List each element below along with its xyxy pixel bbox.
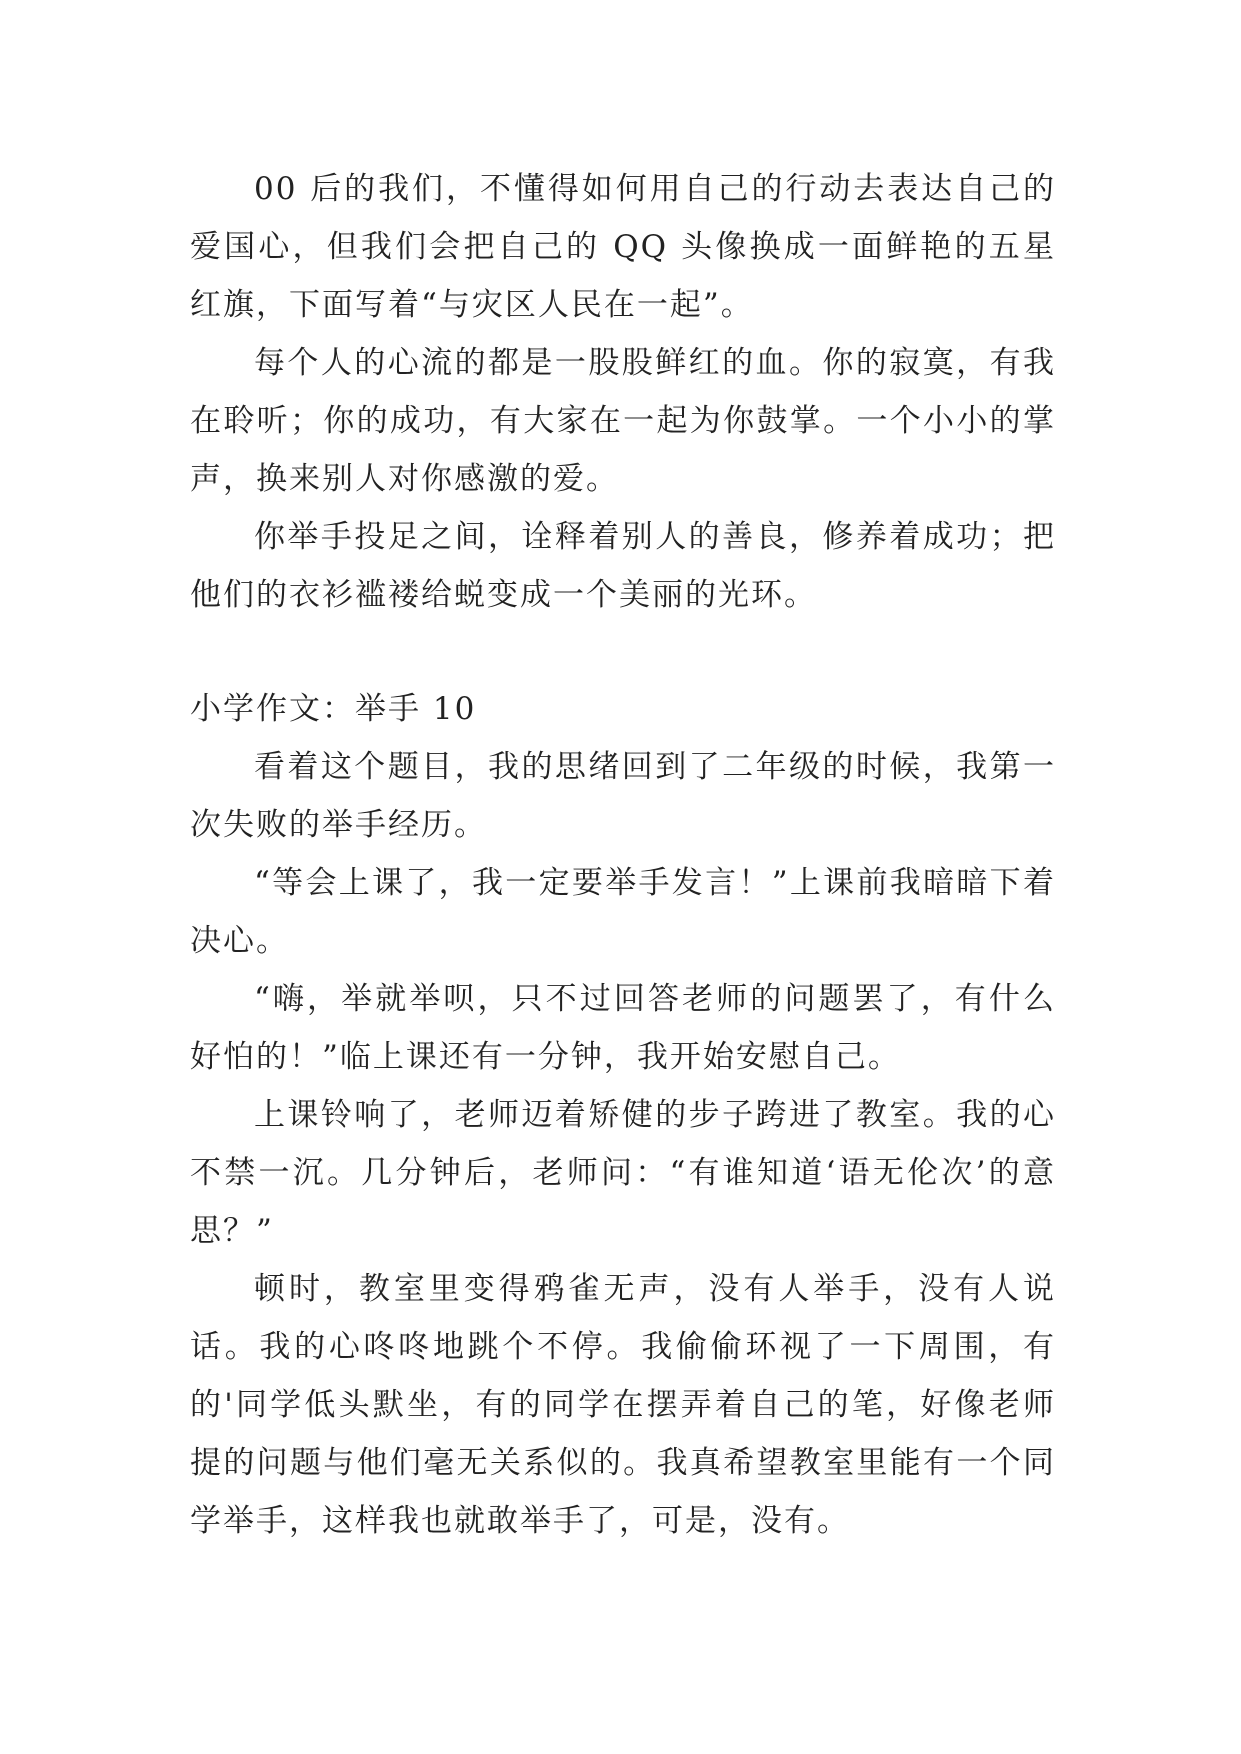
paragraph: 顿时，教室里变得鸦雀无声，没有人举手，没有人说话。我的心咚咚地跳个不停。我偷偷环视了一下周围，有的'同学低头默坐，有的同学在摆弄着自己的笔，好像老师提的问题与他们毫无关系似的。我真希望教室里能有一个同学举手，这样我也就敢举手了，可是，没有。 xyxy=(190,1271,1056,1539)
section-title: 小学作文：举手 10 xyxy=(190,691,477,727)
paragraph: 每个人的心流的都是一股股鲜红的血。你的寂寞，有我在聆听；你的成功，有大家在一起为你鼓掌。一个小小的掌声，换来别人对你感激的爱。 xyxy=(190,345,1056,497)
paragraph: 看着这个题目，我的思绪回到了二年级的时候，我第一次失败的举手经历。 xyxy=(190,749,1056,843)
paragraph: “等会上课了，我一定要举手发言！”上课前我暗暗下着决心。 xyxy=(190,865,1056,959)
paragraph: 00 后的我们，不懂得如何用自己的行动去表达自己的爱国心，但我们会把自己的 QQ 头像换成一面鲜艳的五星红旗，下面写着“与灾区人民在一起”。 xyxy=(190,171,1056,323)
paragraph: 上课铃响了，老师迈着矫健的步子跨进了教室。我的心不禁一沉。几分钟后，老师问：“有谁知道‘语无伦次’的意思？” xyxy=(190,1097,1056,1249)
paragraph: 你举手投足之间，诠释着别人的善良，修养着成功；把他们的衣衫褴褛给蜕变成一个美丽的光环。 xyxy=(190,519,1056,613)
paragraph: “嗨，举就举呗，只不过回答老师的问题罢了，有什么好怕的！”临上课还有一分钟，我开始安慰自己。 xyxy=(190,981,1056,1075)
essay-section xyxy=(190,680,1056,1550)
essay-continuation xyxy=(190,160,1056,624)
